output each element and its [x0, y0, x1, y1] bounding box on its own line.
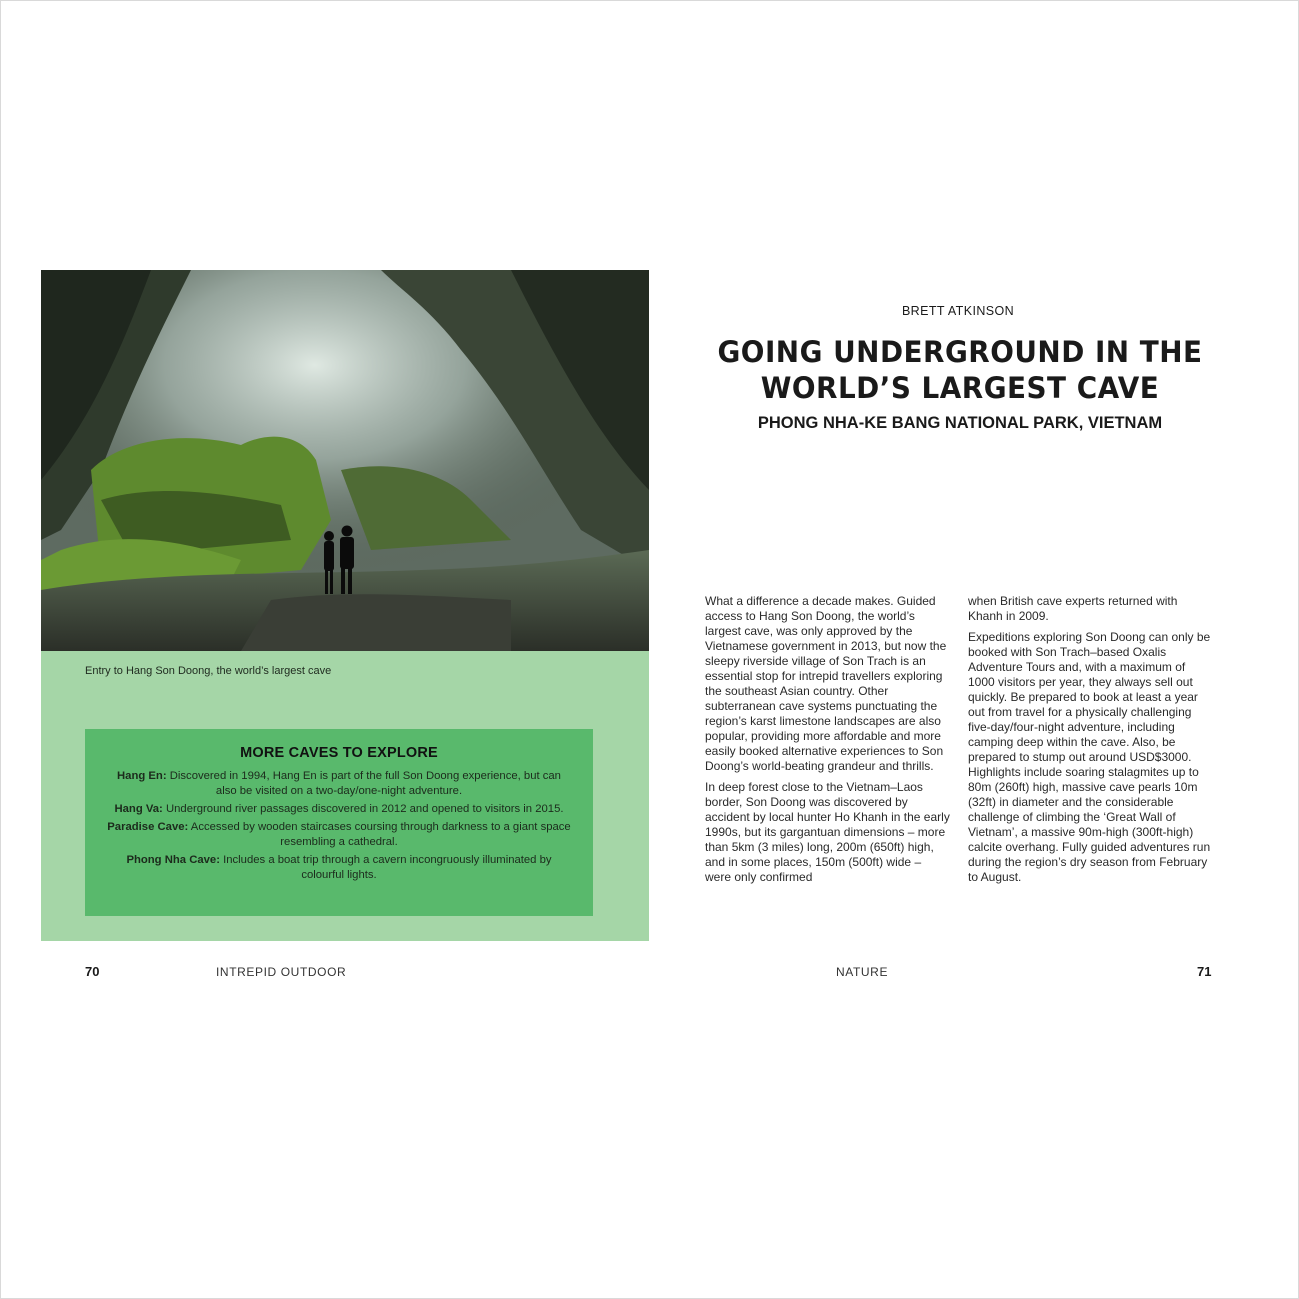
paragraph: when British cave experts returned with Khanh in 2009. [968, 594, 1178, 623]
page-number-right: 71 [1197, 964, 1212, 979]
title-line-2: WORLD’S LARGEST CAVE [760, 371, 1160, 405]
body-column-2 [968, 594, 1213, 891]
sidebar-item-paradise-cave [107, 820, 571, 850]
article-title [710, 334, 1209, 406]
sidebar-item-text: Includes a boat trip through a cavern incongruously illuminated by colourful lights. [219, 854, 552, 881]
sidebar-item-name: Paradise Cave: [107, 821, 189, 833]
photo-caption: Entry to Hang Son Doong, the world’s largest cave [85, 665, 332, 677]
sidebar-item-hang-va [107, 802, 571, 817]
author-byline: BRETT ATKINSON [901, 304, 1015, 318]
sidebar-item-text: Accessed by wooden staircases coursing through darkness to a giant space resembling a cathedral. [188, 821, 571, 848]
sidebar-item-name: Phong Nha Cave: [126, 854, 220, 866]
sidebar-item-name: Hang Va: [114, 803, 163, 815]
sidebar-item-text: Discovered in 1994, Hang En is part of the full Son Doong experience, but can also be visited on a two-day/one-night adventure. [166, 770, 561, 797]
title-line-1: GOING UNDERGROUND IN THE [717, 335, 1203, 369]
body-column-1 [705, 594, 950, 891]
more-caves-sidebar [85, 729, 593, 916]
sidebar-item-name: Hang En: [117, 770, 167, 782]
running-head-right: NATURE [836, 965, 889, 979]
sidebar-item-hang-en [107, 769, 571, 799]
sidebar-item-text: Underground river passages discovered in 2012 and opened to visitors in 2015. [162, 803, 564, 815]
running-head-left: INTREPID OUTDOOR [216, 965, 347, 979]
article-subtitle: PHONG NHA-KE BANG NATIONAL PARK, VIETNAM [757, 414, 1163, 432]
sidebar-item-phong-nha-cave [107, 853, 571, 883]
page-number-left: 70 [85, 964, 100, 979]
paragraph: What a difference a decade makes. Guided access to Hang Son Doong, the world’s largest cave, was only approved by the Vietnamese government in 2013, but now the sleepy riverside village of Son Trach is an essential stop for intrepid travellers exploring the southeast Asian country. Other subterranean cave systems punctuating the region’s karst limestone landscapes are also popular, providing more affordable and more easily booked alternative experiences to Son Doong’s world-beating grandeur and thrills. [705, 594, 947, 773]
paragraph: Expeditions exploring Son Doong can only be booked with Son Trach–based Oxalis Adventure Tours and, with a maximum of 1000 visitors per year, they always sell out quickly. Be prepared to book at least a year out from travel for a physically challenging five-day/four-night adventure, including camping deep within the cave. Also, be prepared to stump out around USD$3000. Highlights include soaring stalagmites up to 80m (260ft) high, massive cave pearls 10m (32ft) in diameter and the considerable challenge of climbing the ‘Great Wall of Vietnam’, a massive 90m-high (300ft-high) calcite overhang. Fully guided adventures run during the region’s dry season from February to August. [968, 630, 1211, 884]
sidebar-title: MORE CAVES TO EXPLORE [240, 745, 438, 761]
cave-illustration [41, 270, 649, 651]
cave-photo [41, 270, 649, 651]
paragraph: In deep forest close to the Vietnam–Laos border, Son Doong was discovered by accident by local hunter Ho Khanh in the early 1990s, but its gargantuan dimensions – more than 5km (3 miles) long, 200m (650ft) high, and in some places, 150m (500ft) wide – were only confirmed [705, 780, 950, 884]
